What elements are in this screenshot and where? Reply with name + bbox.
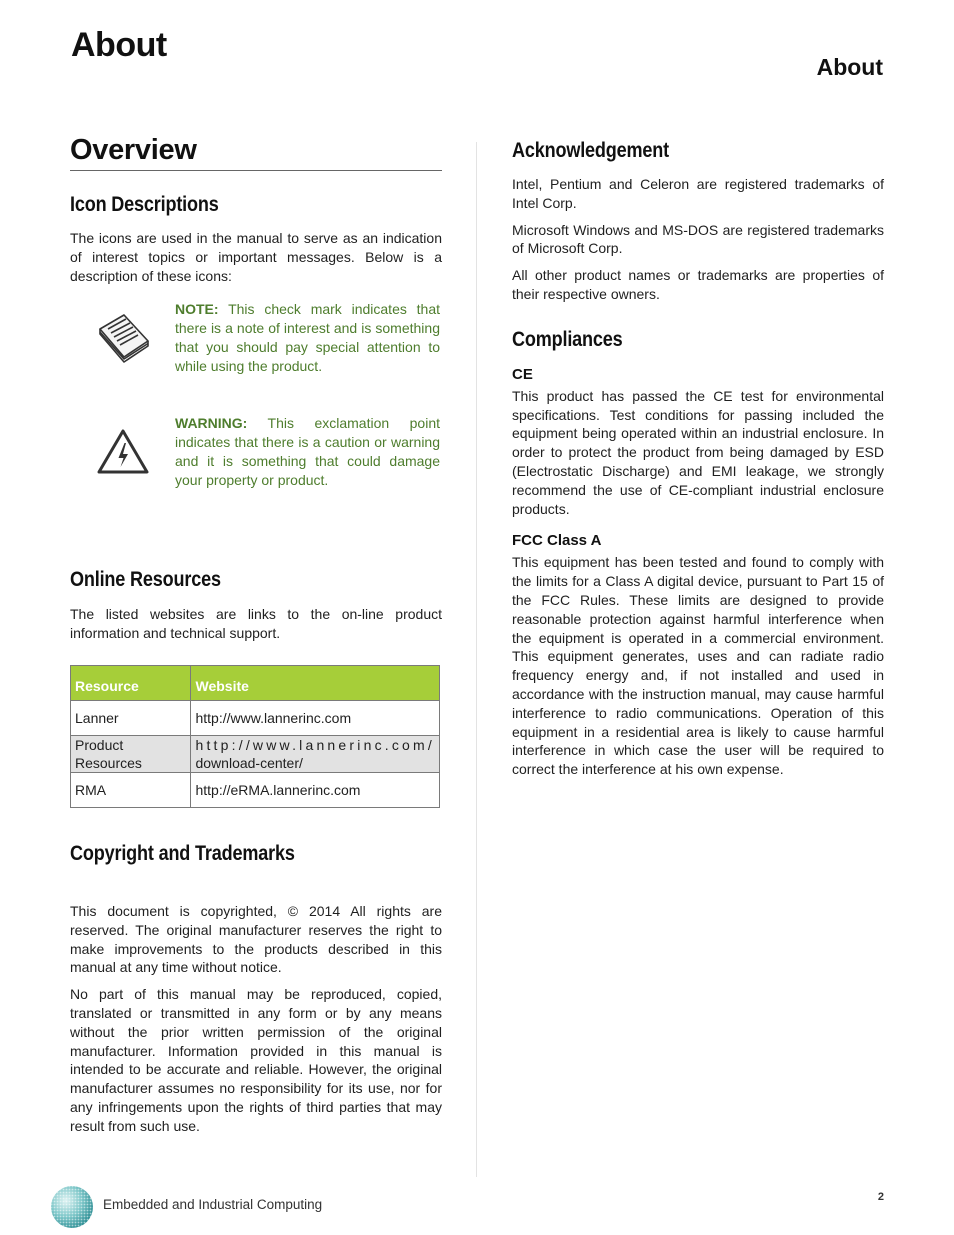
compliances-heading: Compliances	[512, 327, 623, 351]
online-resources-heading: Online Resources	[70, 568, 221, 592]
column-divider	[476, 142, 477, 1177]
resource-cell: Lanner	[71, 700, 191, 735]
table-row	[71, 772, 440, 807]
warning-text	[175, 414, 440, 490]
copyright-heading: Copyright and Trademarks	[70, 841, 295, 865]
fcc-text: This equipment has been tested and found to comply with the limits for a Class A digital device, pursuant to Part 15 of the FCC Rules. These limits are designed to provide reasonable protection against harmful interference when the equipment is operated in a commercial environment. This equipment generates, uses and can radiate radio frequency energy and, if not installed and used in accordance with the instruction manual, may cause harmful interference to radio communications. Operation of this equipment in a residential area is likely to cause harmful interference in which case the user will be required to correct the interference at his own expense.	[512, 554, 884, 778]
acknowledgement-para-3: All other product names or trademarks are properties of their respective owners.	[512, 267, 884, 302]
resources-table	[70, 665, 440, 808]
table-row	[71, 735, 440, 772]
acknowledgement-para-1: Intel, Pentium and Celeron are registered trademarks of Intel Corp.	[512, 176, 884, 211]
note-description: This check mark indicates that there is a note of interest and is something that you should pay special attention to while using the product.	[175, 301, 440, 375]
copyright-para-2: No part of this manual may be reproduced, copied, translated or transmitted in any form or by any means without the prior written permission of the original manufacturer. Information provided in this manual is intended to be accurate and reliable. However, the original manufacturer assumes no responsibility for its use, nor for any infringements upon the rights of third parties that may result from such use.	[70, 986, 442, 1134]
ce-heading: CE	[512, 365, 533, 383]
table-row	[71, 700, 440, 735]
resource-cell: Product Resources	[71, 735, 191, 772]
icon-descriptions-heading: Icon Descriptions	[70, 193, 219, 216]
warning-label: WARNING:	[175, 415, 248, 432]
fcc-heading: FCC Class A	[512, 532, 602, 550]
acknowledgement-para-2: Microsoft Windows and MS-DOS are registered trademarks of Microsoft Corp.	[512, 221, 884, 257]
chapter-title: About	[71, 26, 167, 64]
icon-descriptions-intro: The icons are used in the manual to serve as an indication of interest topics or important messages. Below is a description of these icons:	[70, 230, 442, 284]
right-column	[512, 134, 884, 779]
note-paper-icon	[70, 311, 175, 365]
note-label: NOTE:	[175, 301, 219, 318]
footer-text: Embedded and Industrial Computing	[103, 1197, 323, 1212]
warning-description: This exclamation point indicates that there is a caution or warning and it is something that could damage your property or product.	[175, 415, 440, 489]
table-header-resource: Resource	[71, 665, 191, 700]
running-head: About	[816, 54, 883, 80]
website-link[interactable]: http://www.lannerinc.com	[191, 700, 440, 735]
globe-logo-icon	[50, 1185, 94, 1229]
left-column	[70, 134, 442, 1136]
ce-text: This product has passed the CE test for environmental specifications. Test conditions for passing included the equipment being operated within an industrial enclosure. In order to protect the product from being damaged by ESD (Electrostatic Discharge) and EMI leakage, we strongly recommend the use of CE-compliant industrial enclosure products.	[512, 387, 884, 517]
table-header-row	[71, 665, 440, 700]
note-block	[70, 300, 442, 376]
online-resources-intro: The listed websites are links to the on-line product information and technical support.	[70, 606, 442, 642]
copyright-para-1: This document is copyrighted, © 2014 All rights are reserved. The original manufacturer reserves the right to make improvements to the products described in this manual at any time without notice.	[70, 902, 442, 976]
overview-heading: Overview	[70, 134, 442, 171]
website-link[interactable]	[191, 735, 440, 772]
table-header-website: Website	[191, 665, 440, 700]
website-link-line2: download-center/	[195, 754, 303, 771]
warning-triangle-icon	[70, 428, 175, 476]
page-number: 2	[877, 1191, 884, 1203]
website-link[interactable]: http://eRMA.lannerinc.com	[191, 772, 440, 807]
note-text	[175, 300, 440, 376]
acknowledgement-heading: Acknowledgement	[512, 139, 669, 162]
warning-block	[70, 414, 442, 490]
website-link-line1: http://www.lannerinc.com/	[195, 736, 435, 753]
resource-cell: RMA	[71, 772, 191, 807]
